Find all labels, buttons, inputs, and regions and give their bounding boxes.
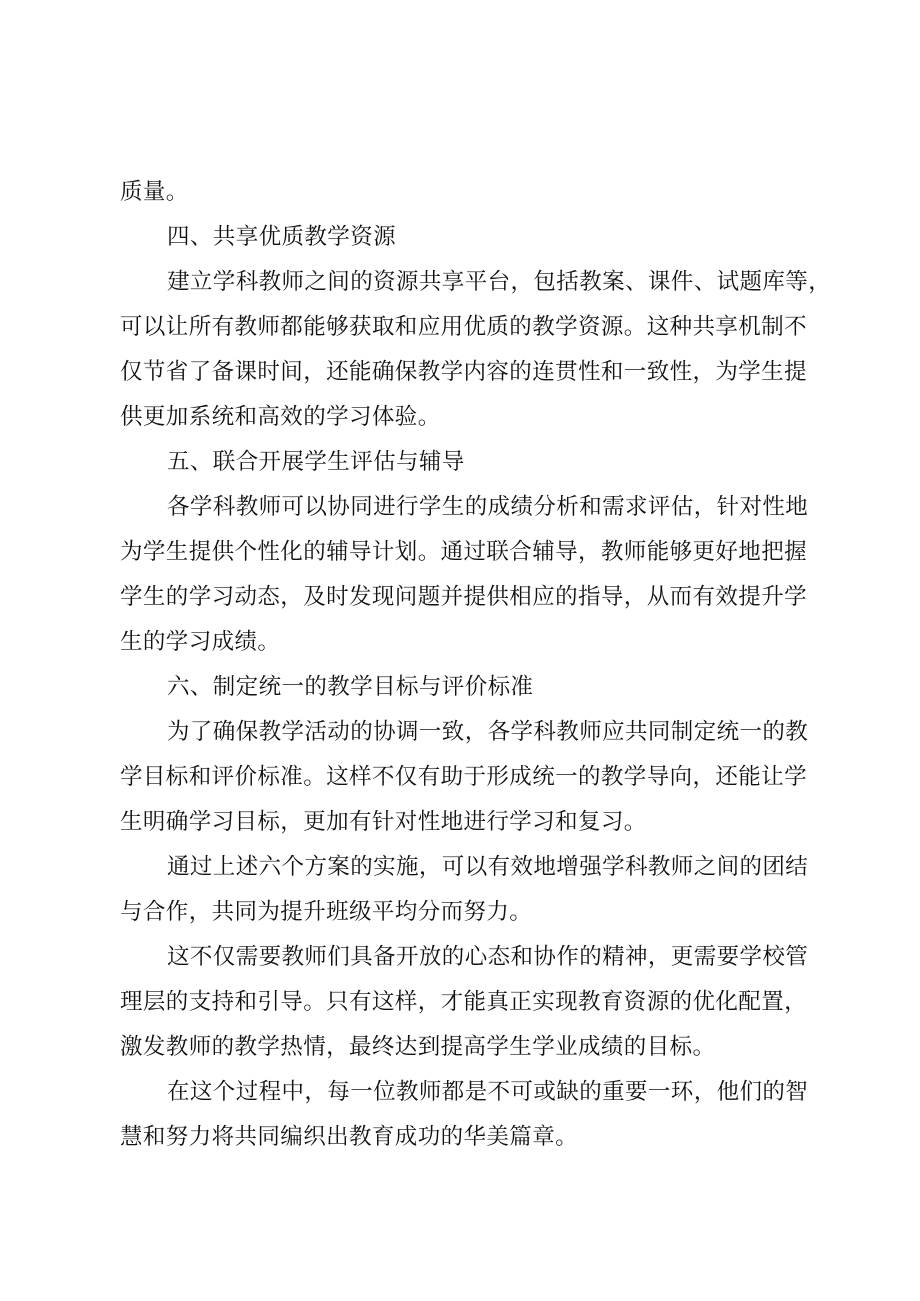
- text-line: 通过上述六个方案的实施，可以有效地增强学科教师之间的团结: [167, 854, 809, 880]
- text-line: 可以让所有教师都能够获取和应用优质的教学资源。这种共享机制不: [120, 314, 808, 340]
- text-line: 仅节省了备课时间，还能确保教学内容的连贯性和一致性，为学生提: [120, 359, 808, 385]
- document-body: [120, 170, 832, 1160]
- text-line: 激发教师的教学热情，最终达到提高学生学业成绩的目标。: [120, 1034, 716, 1060]
- text-line: 学目标和评价标准。这样不仅有助于形成统一的教学导向，还能让学: [120, 764, 808, 790]
- text-line: 供更加系统和高效的学习体验。: [120, 404, 441, 430]
- section-heading-5: 五、联合开展学生评估与辅导: [167, 449, 465, 475]
- text-line: 在这个过程中，每一位教师都是不可或缺的重要一环，他们的智: [167, 1079, 809, 1105]
- text-line: 与合作，共同为提升班级平均分而努力。: [120, 899, 533, 925]
- text-line: 学生的学习动态，及时发现问题并提供相应的指导，从而有效提升学: [120, 584, 808, 610]
- text-line: 为了确保教学活动的协调一致，各学科教师应共同制定统一的教: [167, 719, 809, 745]
- text-line: 理层的支持和引导。只有这样，才能真正实现教育资源的优化配置，: [120, 989, 808, 1015]
- text-line: 为学生提供个性化的辅导计划。通过联合辅导，教师能够更好地把握: [120, 539, 808, 565]
- section-heading-6: 六、制定统一的教学目标与评价标准: [167, 674, 534, 700]
- text-line: 这不仅需要教师们具备开放的心态和协作的精神，更需要学校管: [167, 944, 809, 970]
- text-line: 质量。: [120, 179, 189, 205]
- text-line: 各学科教师可以协同进行学生的成绩分析和需求评估，针对性地: [167, 494, 809, 520]
- text-line: 生的学习成绩。: [120, 629, 281, 655]
- text-line: 生明确学习目标，更加有针对性地进行学习和复习。: [120, 809, 647, 835]
- text-line: 建立学科教师之间的资源共享平台，包括教案、课件、试题库等，: [167, 269, 832, 295]
- section-heading-4: 四、共享优质教学资源: [167, 224, 397, 250]
- text-line: 慧和努力将共同编织出教育成功的华美篇章。: [120, 1124, 579, 1150]
